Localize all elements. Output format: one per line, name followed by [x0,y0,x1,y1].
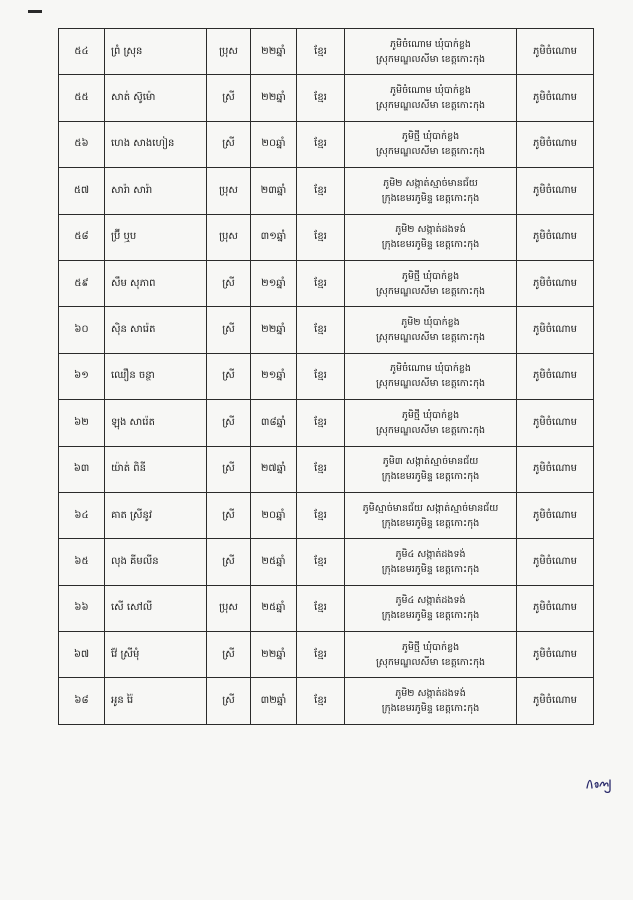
sex-cell: ប្រុស [207,29,251,75]
row-number: ៥៨ [59,214,105,260]
page-mark [28,10,42,13]
residence-cell: ភូមិចំណោម [517,678,594,724]
table-body [59,29,594,725]
row-number: ៦០ [59,307,105,353]
residence-cell: ភូមិចំណោម [517,632,594,678]
address-cell [345,678,517,724]
person-name: សឹម សុភាព [105,260,207,306]
table-row [59,678,594,724]
address-line-1: ភូមិ៤ សង្កាត់ដងទង់ [395,595,466,607]
address-line-2: ក្រុងខេមរភូមិន្ទ ខេត្តកោះកុង [381,563,480,575]
address-line-1: ភូមិ២ សង្កាត់ដងទង់ [395,688,466,700]
address-line-2: ស្រុកមណ្ឌលសីមា ខេត្តកោះកុង [375,424,486,436]
person-name: ស៊ិន សារ៉េត [105,307,207,353]
age-cell: ៣១ឆ្នាំ [251,214,297,260]
residence-cell: ភូមិចំណោម [517,214,594,260]
residence-cell: ភូមិចំណោម [517,446,594,492]
address-line-2: ស្រុកមណ្ឌលសីមា ខេត្តកោះកុង [375,53,486,65]
table-row [59,632,594,678]
address-cell [345,29,517,75]
table-row [59,492,594,538]
person-name: ឈឿន ចន្ថា [105,353,207,399]
address-cell [345,585,517,631]
residence-cell: ភូមិចំណោម [517,585,594,631]
age-cell: ២១ឆ្នាំ [251,353,297,399]
sex-cell: ស្រី [207,353,251,399]
age-cell: ២៥ឆ្នាំ [251,539,297,585]
person-name: សារ៉ា សារ៉ា [105,168,207,214]
age-cell: ២១ឆ្នាំ [251,260,297,306]
ethnicity-cell: ខ្មែរ [297,214,345,260]
sex-cell: ស្រី [207,678,251,724]
row-number: ៥៤ [59,29,105,75]
row-number: ៥៦ [59,121,105,167]
address-cell [345,121,517,167]
address-cell [345,353,517,399]
ethnicity-cell: ខ្មែរ [297,492,345,538]
ethnicity-cell: ខ្មែរ [297,29,345,75]
residence-cell: ភូមិចំណោម [517,539,594,585]
person-name: គាត ស្រីនូវ [105,492,207,538]
address-line-2: ក្រុងខេមរភូមិន្ទ ខេត្តកោះកុង [381,192,480,204]
address-line-2: ក្រុងខេមរភូមិន្ទ ខេត្តកោះកុង [381,703,480,715]
address-cell [345,260,517,306]
roster-table [58,28,594,725]
ethnicity-cell: ខ្មែរ [297,400,345,446]
person-name: វ៉ែ ស្រីមុំ [105,632,207,678]
address-line-1: ភូមិចំណោម ឃុំបាក់ខ្លង [390,363,471,375]
table-row [59,214,594,260]
age-cell: ២៣ឆ្នាំ [251,168,297,214]
sex-cell: ស្រី [207,307,251,353]
person-name: ប្រ៊ី ឬប [105,214,207,260]
address-cell [345,446,517,492]
residence-cell: ភូមិចំណោម [517,492,594,538]
row-number: ៦២ [59,400,105,446]
address-line-2: ក្រុងខេមរភូមិន្ទ ខេត្តកោះកុង [381,610,480,622]
table-row [59,539,594,585]
table-row [59,75,594,121]
age-cell: ២០ឆ្នាំ [251,121,297,167]
table-row [59,307,594,353]
address-line-1: ភូមិស្មាច់មានជ័យ សង្កាត់ស្មាច់មានជ័យ [362,502,499,514]
residence-cell: ភូមិចំណោម [517,29,594,75]
ethnicity-cell: ខ្មែរ [297,585,345,631]
signature-mark [584,772,618,794]
address-cell [345,632,517,678]
row-number: ៦៦ [59,585,105,631]
address-line-1: ភូមិ២ សង្កាត់ដងទង់ [395,224,466,236]
ethnicity-cell: ខ្មែរ [297,121,345,167]
residence-cell: ភូមិចំណោម [517,121,594,167]
address-line-1: ភូមិ៣ សង្កាត់ស្មាច់មានជ័យ [382,456,479,468]
ethnicity-cell: ខ្មែរ [297,632,345,678]
address-line-1: ភូមិថ្មី ឃុំបាក់ខ្លង [401,131,460,143]
residence-cell: ភូមិចំណោម [517,353,594,399]
row-number: ៥៩ [59,260,105,306]
table-row [59,260,594,306]
address-cell [345,168,517,214]
residence-cell: ភូមិចំណោម [517,260,594,306]
address-line-2: ក្រុងខេមរភូមិន្ទ ខេត្តកោះកុង [381,239,480,251]
table-row [59,29,594,75]
sex-cell: ស្រី [207,400,251,446]
ethnicity-cell: ខ្មែរ [297,678,345,724]
address-cell [345,75,517,121]
address-line-1: ភូមិ៤ សង្កាត់ដងទង់ [395,548,466,560]
row-number: ៦៥ [59,539,105,585]
ethnicity-cell: ខ្មែរ [297,539,345,585]
sex-cell: ស្រី [207,492,251,538]
row-number: ៥៧ [59,168,105,214]
age-cell: ២២ឆ្នាំ [251,29,297,75]
age-cell: ២៧ឆ្នាំ [251,446,297,492]
ethnicity-cell: ខ្មែរ [297,307,345,353]
residence-cell: ភូមិចំណោម [517,400,594,446]
sex-cell: ស្រី [207,75,251,121]
table-row [59,353,594,399]
sex-cell: ប្រុស [207,585,251,631]
person-name: សាត់ ស៊ូម៉ោ [105,75,207,121]
address-line-1: ភូមិ២ ឃុំបាក់ខ្លង [401,317,460,329]
address-line-2: ស្រុកមណ្ឌលសីមា ខេត្តកោះកុង [375,656,486,668]
age-cell: ២២ឆ្នាំ [251,307,297,353]
ethnicity-cell: ខ្មែរ [297,446,345,492]
address-line-2: ស្រុកមណ្ឌលសីមា ខេត្តកោះកុង [375,378,486,390]
table-row [59,446,594,492]
ethnicity-cell: ខ្មែរ [297,260,345,306]
address-line-2: ស្រុកមណ្ឌលសីមា ខេត្តកោះកុង [375,100,486,112]
row-number: ៦៣ [59,446,105,492]
table-row [59,168,594,214]
age-cell: ២២ឆ្នាំ [251,75,297,121]
row-number: ៦១ [59,353,105,399]
address-line-2: ក្រុងខេមរភូមិន្ទ ខេត្តកោះកុង [381,471,480,483]
address-line-1: ភូមិថ្មី ឃុំបាក់ខ្លង [401,270,460,282]
age-cell: ២២ឆ្នាំ [251,632,297,678]
person-name: ព្រំ ស្រុន [105,29,207,75]
person-name: ហេង សាងហៀន [105,121,207,167]
address-line-1: ភូមិថ្មី ឃុំបាក់ខ្លង [401,641,460,653]
address-cell [345,492,517,538]
address-cell [345,539,517,585]
row-number: ៥៥ [59,75,105,121]
residence-cell: ភូមិចំណោម [517,307,594,353]
sex-cell: ស្រី [207,260,251,306]
residence-cell: ភូមិចំណោម [517,75,594,121]
person-name: សើ សៅលី [105,585,207,631]
address-line-2: ក្រុងខេមរភូមិន្ទ ខេត្តកោះកុង [381,517,480,529]
person-name: យ៉ាត់ ពិនី [105,446,207,492]
address-cell [345,214,517,260]
age-cell: ៣៨ឆ្នាំ [251,400,297,446]
person-name: លុង គីមលីន [105,539,207,585]
row-number: ៦៧ [59,632,105,678]
table-row [59,400,594,446]
ethnicity-cell: ខ្មែរ [297,75,345,121]
sex-cell: ស្រី [207,121,251,167]
person-name: ឡុង សារ៉េត [105,400,207,446]
row-number: ៦៤ [59,492,105,538]
sex-cell: ប្រុស [207,214,251,260]
ethnicity-cell: ខ្មែរ [297,168,345,214]
address-cell [345,307,517,353]
address-line-2: ស្រុកមណ្ឌលសីមា ខេត្តកោះកុង [375,332,486,344]
address-line-1: ភូមិថ្មី ឃុំបាក់ខ្លង [401,409,460,421]
address-line-2: ស្រុកមណ្ឌលសីមា ខេត្តកោះកុង [375,285,486,297]
age-cell: ៣២ឆ្នាំ [251,678,297,724]
address-line-2: ស្រុកមណ្ឌលសីមា ខេត្តកោះកុង [375,146,486,158]
table-row [59,121,594,167]
table-row [59,585,594,631]
address-line-1: ភូមិ២ សង្កាត់ស្មាច់មានជ័យ [383,177,478,189]
sex-cell: ប្រុស [207,168,251,214]
age-cell: ២០ឆ្នាំ [251,492,297,538]
sex-cell: ស្រី [207,446,251,492]
address-cell [345,400,517,446]
age-cell: ២៥ឆ្នាំ [251,585,297,631]
sex-cell: ស្រី [207,539,251,585]
ethnicity-cell: ខ្មែរ [297,353,345,399]
row-number: ៦៨ [59,678,105,724]
sex-cell: ស្រី [207,632,251,678]
person-name: អូន រ៉ៃ [105,678,207,724]
address-line-1: ភូមិចំណោម ឃុំបាក់ខ្លង [390,85,471,97]
address-line-1: ភូមិចំណោម ឃុំបាក់ខ្លង [390,38,471,50]
residence-cell: ភូមិចំណោម [517,168,594,214]
